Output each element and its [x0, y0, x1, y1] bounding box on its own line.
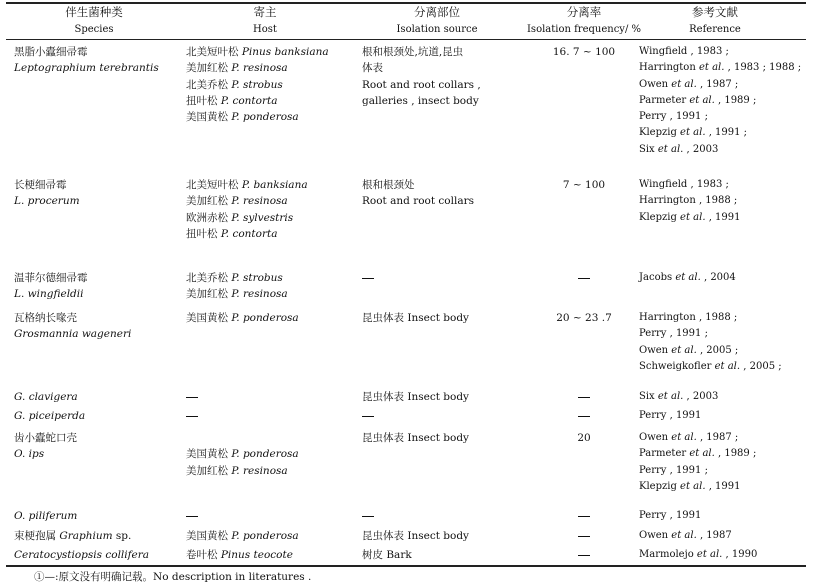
dash-mark: [578, 536, 590, 537]
reference-cell: [639, 389, 718, 405]
host-line: 北美短叶松 P. banksiana: [186, 179, 308, 191]
frequency-cell: [514, 528, 654, 544]
host-line: 北美短叶松 Pinus banksiana: [186, 46, 329, 58]
species-line: G. piceiperda: [14, 410, 86, 422]
species-cell: [14, 430, 77, 463]
species-cell: [14, 310, 131, 343]
host-cell: [186, 528, 299, 544]
source-line: galleries , insect body: [362, 94, 479, 107]
reference-cell: [639, 430, 756, 495]
source-cell: [362, 547, 412, 563]
source-cell: [362, 528, 469, 544]
host-line: 扭叶松 P. contorta: [186, 227, 278, 240]
frequency-cell: [514, 270, 654, 286]
frequency-line: 20 ~ 23 .7: [556, 312, 612, 324]
header-ref-cn: 参考文献: [692, 5, 738, 19]
reference-line: Schweigkofler et al. , 2005 ;: [639, 360, 782, 372]
dash-mark: [578, 278, 590, 279]
host-line: [186, 508, 198, 524]
reference-cell: [639, 177, 741, 226]
header-species-cn: 伴生菌种类: [65, 5, 123, 19]
source-line: 昆虫体表 Insect body: [362, 530, 469, 542]
host-line: 美加红松 P. resinosa: [186, 195, 288, 208]
host-line: 美国黄松 P. ponderosa: [186, 530, 299, 542]
header-freq: [514, 4, 654, 38]
frequency-line: [514, 408, 654, 424]
host-cell: [186, 508, 198, 524]
source-line: [362, 270, 374, 286]
reference-cell: [639, 528, 732, 544]
source-cell: [362, 310, 469, 326]
species-cell: [14, 270, 88, 303]
reference-line: Marmolejo et al. , 1990: [639, 549, 758, 560]
source-line: [362, 408, 374, 424]
reference-line: Harrington , 1988 ;: [639, 312, 738, 323]
reference-line: Six et al. , 2003: [639, 391, 719, 402]
dash-mark: [362, 278, 374, 279]
host-cell: [186, 408, 198, 424]
species-cell: [14, 177, 80, 210]
species-line: L. wingfieldii: [14, 288, 84, 301]
reference-line: Perry , 1991 ;: [639, 111, 708, 123]
frequency-line: 7 ~ 100: [562, 179, 606, 191]
source-line: 根和根颈处,坑道,昆虫: [362, 46, 464, 58]
species-line: 黑脂小蠹细帚霉: [14, 46, 88, 58]
host-line: 扭叶松 P. contorta: [186, 94, 278, 107]
table-bottom-rule: [6, 565, 806, 567]
header-freq-cn: 分离率: [566, 5, 602, 19]
host-line: 美加红松 P. resinosa: [186, 288, 288, 301]
frequency-line: [514, 547, 654, 563]
source-line: [362, 508, 374, 524]
header-source: [362, 4, 512, 38]
species-cell: [14, 528, 131, 544]
reference-cell: [639, 408, 701, 424]
header-host-cn: 寄主: [253, 5, 277, 19]
source-line: 昆虫体表 Insect body: [362, 432, 469, 444]
reference-line: Wingfield , 1983 ;: [639, 179, 729, 190]
source-line: Root and root collars: [362, 195, 474, 208]
reference-line: Harrington et al. , 1983 ; 1988 ;: [639, 62, 802, 74]
host-line: [186, 408, 198, 424]
table-header-rule: [6, 39, 806, 40]
host-cell: [186, 547, 293, 563]
dash-mark: [578, 555, 590, 556]
reference-line: Klepzig et al. , 1991: [639, 211, 741, 223]
reference-line: Owen et al. , 2005 ;: [639, 344, 739, 356]
host-cell: [186, 389, 198, 405]
reference-line: Klepzig et al. , 1991: [639, 480, 741, 492]
frequency-cell: [514, 44, 654, 60]
species-line: 齿小蠹蛇口壳: [14, 432, 77, 444]
species-line: L. procerum: [14, 195, 80, 208]
host-cell: [186, 430, 299, 479]
header-ref: [640, 4, 790, 38]
frequency-cell: [514, 408, 654, 424]
host-line: [186, 389, 198, 405]
header-species: [14, 4, 174, 38]
host-cell: [186, 310, 299, 326]
reference-line: Jacobs et al. , 2004: [639, 272, 736, 283]
dash-mark: [362, 416, 374, 417]
species-line: G. clavigera: [14, 391, 78, 403]
frequency-line: 16. 7 ~ 100: [552, 46, 616, 58]
species-line: 束梗孢属 Graphium sp.: [14, 530, 132, 542]
frequency-line: [514, 389, 654, 405]
dash-mark: [362, 516, 374, 517]
frequency-cell: [514, 508, 654, 524]
reference-cell: [639, 508, 701, 524]
source-line: 昆虫体表 Insect body: [362, 312, 469, 324]
header-host: [190, 4, 340, 38]
frequency-line: [514, 508, 654, 524]
source-cell: [362, 408, 374, 424]
host-line: [186, 430, 299, 446]
reference-cell: [639, 310, 782, 375]
reference-line: Perry , 1991 ;: [639, 328, 708, 340]
reference-cell: [639, 44, 801, 158]
source-cell: [362, 44, 481, 109]
source-line: 体表: [362, 62, 383, 75]
species-line: 温菲尔德细帚霉: [14, 272, 88, 284]
species-cell: [14, 389, 78, 405]
host-cell: [186, 270, 288, 303]
header-host-en: Host: [253, 24, 277, 35]
reference-line: Owen et al. , 1987: [639, 530, 732, 541]
header-freq-en: Isolation frequency/ %: [526, 24, 642, 35]
reference-line: Owen et al. , 1987 ;: [639, 432, 739, 443]
reference-line: Harrington , 1988 ;: [639, 195, 738, 207]
frequency-line: [514, 270, 654, 286]
header-source-en: Isolation source: [396, 24, 478, 35]
source-line: 昆虫体表 Insect body: [362, 391, 469, 403]
reference-line: Wingfield , 1983 ;: [639, 46, 729, 57]
host-cell: [186, 177, 308, 242]
reference-cell: [639, 547, 757, 563]
frequency-cell: [514, 177, 654, 193]
header-source-cn: 分离部位: [414, 5, 460, 19]
reference-line: Parmeter et al. , 1989 ;: [639, 94, 757, 106]
source-line: 树皮 Bark: [362, 549, 412, 561]
source-line: 根和根颈处: [362, 179, 415, 191]
species-cell: [14, 547, 149, 563]
species-line: Grosmannia wageneri: [14, 328, 132, 341]
source-cell: [362, 389, 469, 405]
dash-mark: [578, 416, 590, 417]
reference-line: Perry , 1991: [639, 410, 702, 421]
footnote: ①—:原文没有明确记载。No description in literatures .: [34, 571, 312, 583]
host-line: 美国黄松 P. ponderosa: [186, 111, 299, 124]
host-line: 美加红松 P. resinosa: [186, 464, 288, 477]
host-line: 北美乔松 P. strobus: [186, 78, 283, 91]
frequency-cell: [514, 430, 654, 446]
reference-line: Six et al. , 2003: [639, 143, 719, 155]
species-cell: [14, 508, 77, 524]
host-cell: [186, 44, 329, 125]
dash-mark: [578, 516, 590, 517]
host-line: 卷叶松 Pinus teocote: [186, 549, 293, 561]
host-line: 北美乔松 P. strobus: [186, 272, 283, 284]
species-line: 长梗细帚霉: [14, 179, 67, 191]
species-line: O. piliferum: [14, 510, 78, 522]
frequency-cell: [514, 547, 654, 563]
source-line: Root and root collars ,: [362, 78, 481, 91]
host-line: 美加红松 P. resinosa: [186, 62, 288, 75]
species-cell: [14, 44, 159, 77]
frequency-line: [514, 528, 654, 544]
host-line: 美国黄松 P. ponderosa: [186, 448, 299, 461]
frequency-cell: [514, 310, 654, 326]
source-cell: [362, 177, 474, 210]
frequency-line: 20: [577, 432, 591, 444]
host-line: 欧洲赤松 P. sylvestris: [186, 211, 294, 224]
reference-line: Klepzig et al. , 1991 ;: [639, 127, 748, 139]
reference-line: Owen et al. , 1987 ;: [639, 78, 739, 90]
reference-line: Parmeter et al. , 1989 ;: [639, 448, 757, 460]
dash-mark: [578, 397, 590, 398]
frequency-cell: [514, 389, 654, 405]
source-cell: [362, 430, 469, 446]
source-cell: [362, 508, 374, 524]
species-line: 瓦格纳长喙壳: [14, 312, 77, 324]
dash-mark: [186, 416, 198, 417]
species-cell: [14, 408, 85, 424]
species-line: Ceratocystiopsis collifera: [14, 549, 150, 561]
species-line: O. ips: [14, 448, 45, 461]
reference-line: Perry , 1991: [639, 510, 702, 521]
dash-mark: [186, 397, 198, 398]
dash-mark: [186, 516, 198, 517]
header-species-en: Species: [74, 24, 114, 35]
reference-cell: [639, 270, 736, 286]
header-ref-en: Reference: [689, 24, 741, 35]
species-line: Leptographium terebrantis: [14, 62, 159, 75]
reference-line: Perry , 1991 ;: [639, 464, 708, 476]
source-cell: [362, 270, 374, 286]
host-line: 美国黄松 P. ponderosa: [186, 312, 299, 324]
